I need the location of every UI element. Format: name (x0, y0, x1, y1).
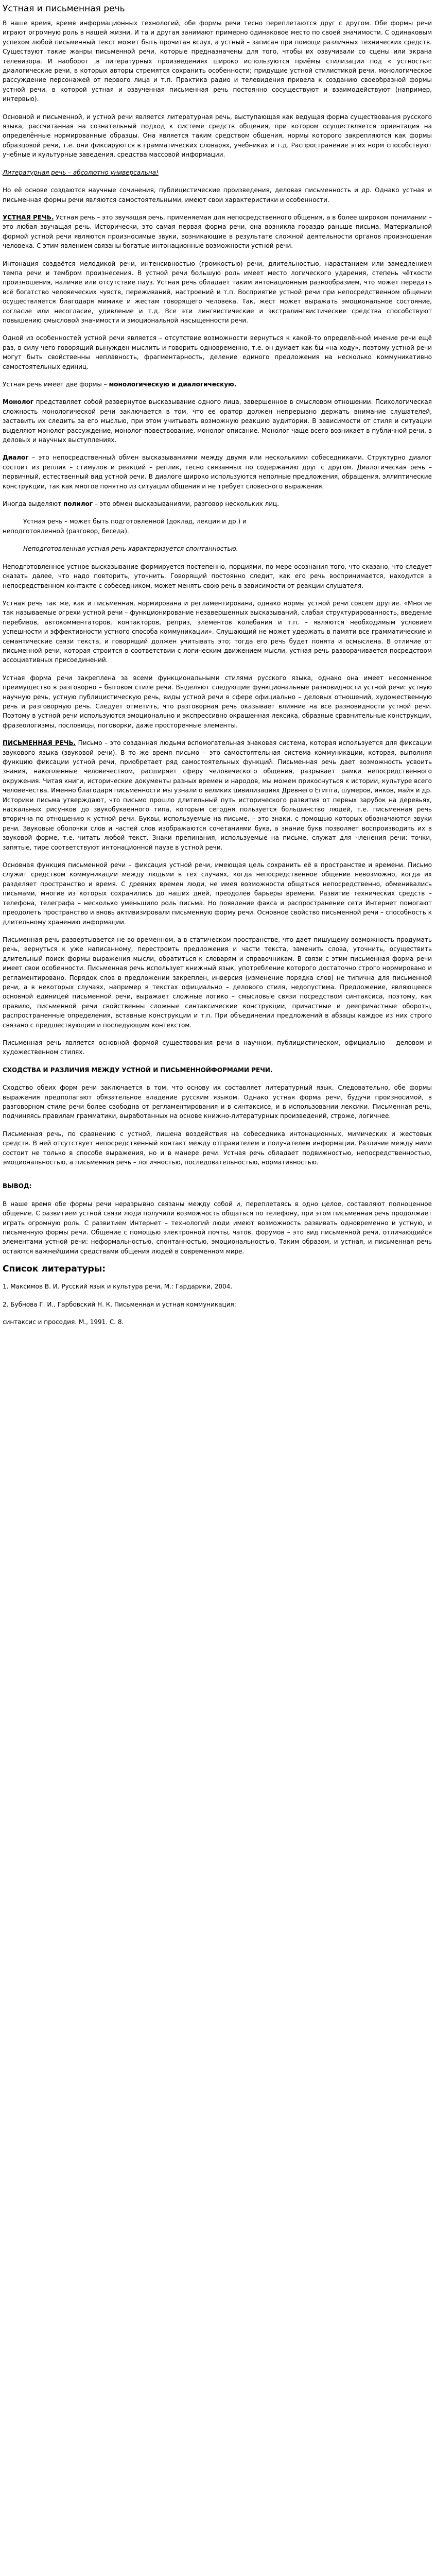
quote-text-1: Устная речь – может быть подготовленной (доклад, лекция и др.) и (23, 518, 247, 526)
oral-paragraph-5: Устная речь так же, как и письменная, нормирована и регламентирована, однако нормы устной речи совсем другие. «Многие так называемые огрехи устной речи – функционирование незавершенных высказываний, слабая структурированность, введение перебивов, автокомментаторов, контакторов, реприз, элементов колебания и т.п. – являются необходимым условием успешности и эффективности устного способа коммуникации». Слушающий не может удержать в памяти все грамматические и семантические связи текста, и говорящий должен учитывать это; тогда его речь будет понята и осмыслена. В отличие от письменной речи, которая строится в соответствии с логическим движением мысли, устная речь разворачивается посредством ассоциативных присоединений. (3, 599, 432, 664)
intro-paragraph-4: Но её основе создаются научные сочинения, публицистические произведения, деловая письменность и др. Однако устная и письменная формы речи являются самостоятельными, имеют свои характеристики и особенности. (3, 187, 432, 204)
intro-paragraph-1: В наше время, время информационных технологий, обе формы речи тесно переплетаются друг с другом. Обе формы речи играют огромную роль в нашей жизни. И та и другая занимают примерно одинаковое место по своей значимости. С одинаковым успехом любой письменный текст может быть прочитан вслух, а устный – записан при помощи различных технических средств. Существуют такие жанры письменной речи, которые предназначены для того, чтобы их озвучивали со сцены или экрана телевизора. И наоборот ,в литературных произведениях широко используются приёмы стилизации под « устность»: диалогические речи, в которых авторы стремятся сохранить особенности; придущие устной стилистикой речи, монологическое рассуждение персонажей от первого лица и т.п. Практика радио и телевидения привела к созданию своеобразной формы устной речи, в которой устная и озвученная письменная речь постоянно сосуществуют и взаимодействуют (например, интервью). (3, 20, 432, 103)
oral-paragraph-4: Неподготовленное устное высказывание формируется постепенно, порциями, по мере осознания того, что сказано, что следует сказать далее, что надо повторить, уточнить. Говорящий постоянно следит, как его речь воспринимается, находится в непосредственном контакте с собеседником, может менять свою речь в зависимости от реакции слушателя. (3, 563, 432, 589)
references-heading: Список литературы: (3, 1264, 106, 1275)
compare-paragraph-1: Сходство обеих форм речи заключается в том, что основу их составляет литературный язык. Следовательно, обе формы выражения предполагают обязательное владение русским языком. Однако устная форма речи, будучи произносимой, в разговорном стиле речи более свободна от регламентирования и в синтаксисе, и в использовании лексики. Письменная речь, подчиняясь правилам грамматики, выработанных на основе книжно-литературных произведений, строже, логичнее. (3, 1084, 432, 1120)
polylogue-paragraph (3, 499, 432, 509)
intro-section (3, 19, 432, 205)
written-paragraph-1: Письмо – это созданная людьми вспомогательная знаковая система, которая используется для фиксации звукового языка (звуковой речи). В то же время письмо – это самостоятельная система коммуникации, которая, выполняя функцию фиксации устной речи, приобретает ряд самостоятельных функций. Письменная речь дает возможность усвоить знания, накопленные человечеством, расширяет сферу человеческого общения, разрывает рамки непосредственного окружения. Читая книги, исторические документы разных времен и народов, мы можем прикоснуться к истории, культуре всего человечества. Именно благодаря письменности мы узнали о великих цивилизациях Древнего Египта, шумеров, инков, майя и др. Историки письма утверждают, что письмо прошло длительный путь исторического развития от первых зарубок на деревьях, наскальных рисунков до звукобуквенного типа, которым сегодня пользуется большинство людей, т.е. письменная речь вторична по отношению к устной речи. Буквы, используемые на письме, – это знаки, с помощью которых обозначаются звуки речи. Звуковые оболочки слов и частей слов изображаются сочетаниями букв, а знание букв позволяет воспроизводить их в звуковой форме, т.е. читать любой текст. Знаки препинания, используемые на письме, служат для членения речи: точки, запятые, тире соответствуют интонационной паузе в устной речи. (3, 739, 432, 851)
spontaneity-line (3, 544, 432, 553)
reference-item-3: синтаксис и просодия. М., 1991. С. 8. (3, 1318, 124, 1326)
oral-paragraph-3: Одной из особенностей устной речи является – отсутствие возможности вернуться к какой-то определённой мнение речи ещё раз, в силу чего говорящий вынужден мыслить и говорить одновременно, т.е. он думает как бы «на ходу», поэтому устной речи могут быть свойственны неплавность, фрагментарность, деление единого предложения на несколько коммуникативно самостоятельных единиц. (3, 334, 432, 370)
monologue-label: Монолог (3, 398, 34, 406)
oral-paragraph-6: Устная форма речи закреплена за всеми функциональными стилями русского языка, однако она имеет несомненное преимущество в разговорно – бытовом стиле речи. Выделяют следующие функциональные разновидности устной речи: устную научную речь, устную публицистическую речь, виды устной речи в сфере официально – деловых отношений, художественную речь и разговорную речь. Следует отметить, что разговорная речь оказывает влияние на все разновидности устной речи. Поэтому в устной речи используются эмоционально и экспрессивно окрашенная лексика, образные сравнительные конструкции, фразеологизмы, пословицы, поговорки, даже просторечные элементы. (3, 674, 432, 729)
spontaneity-text: Неподготовленная устная речь характеризуется спонтанностью. (23, 545, 238, 553)
compare-heading: СХОДСТВА И РАЗЛИЧИЯ МЕЖДУ УСТНОЙ И ПИСЬМЕННОЙФОРМАМИ РЕЧИ. (3, 1066, 273, 1074)
dialogue-label: Диалог (3, 454, 29, 462)
written-heading-line (3, 738, 432, 852)
oral-forms-intro: Устная речь имеет две формы – (3, 381, 107, 388)
conclusion-section (3, 1181, 432, 1256)
written-paragraph-3: Письменная речь развертывается не во временном, а в статическом пространстве, что дает пишущему возможность продумать речь, вернуться к уже написанному, перестроить предложения и части текста, заменить слова, уточнить, осуществить длительный поиск формы выражения мысли, обратиться к словарям и справочникам. В связи с этим письменная форма речи имеет свои особенности. Письменная речь использует книжный язык, употребление которого достаточно строго нормировано и регламентировано. Порядок слов в предложении закреплен, инверсия (изменение порядка слов) не типична для письменной речи, а в некоторых случаях, например в текстах официально – делового стиля, недопустима. Предложение, являющееся основной единицей письменной речи, выражает сложные логико – смысловые связи посредством синтаксиса, поэтому, как правило, письменной речи свойственны сложные синтаксические конструкции, причастные и деепричастные обороты, распространенные определения, вставные конструкции и т.п. При объединении предложений в абзацы каждое из них строго связано с предшествующим и последующим контекстом. (3, 936, 432, 1029)
oral-heading-line (3, 213, 432, 251)
oral-paragraph-2: Интонация создаётся мелодикой речи, интенсивностью (громкостью) речи, длительностью, нарастанием или замедлением темпа речи и тембром произнесения. В устной речи большую роль имеет место логического ударения, степень чёткости произношения, наличие или отсутствие пауз. Устная речь обладает таким интонационным разнообразием, что может передать всё богатство человеческих чувств, переживаний, настроений и т.п. Восприятие устной речи при непосредственном общении осуществляется благодаря мимике и жестам говорящего человека. Так, жест может выражать эмоциональное состояние, согласие или несогласие, удивление и т.д. Все эти лингвистические и экстралингвистические средства способствуют повышению смысловой значимости и эмоциональной насыщенности речи. (3, 260, 432, 324)
written-speech-section (3, 738, 432, 1167)
reference-item-1: 1. Максимов В. И. Русский язык и культура речи, М.: Гардарики, 2004. (3, 1283, 233, 1291)
page-title: Устная и письменная речь (3, 4, 125, 14)
intro-paragraph-3: Литературная речь – абсолютно универсальна! (3, 168, 159, 176)
intro-paragraph-2: Основной и письменной, и устной речи является литературная речь, выступающая как ведущая форма существования русского языка, рассчитанная на сознательный подход к системе средств общения, при котором осуществляется ориентация на определённые нормированные образцы. Она является таким средством общения, нормы которого закрепляются как формы образцовой речи, т.е. они фиксируются в грамматических словарях, учебниках и т.д. Распространение этих норм способствуют учебные и культурные заведения, средства массовой информации. (3, 113, 432, 159)
monologue-text: представляет собой развернутое высказывание одного лица, завершенное в смысловом отношении. Психологическая сложность монологической речи заключается в том, что ее оратор должен непрерывно держать внимание слушателей, заставить их следить за его мыслью, при этом учитывать возможную реакцию аудитории. В зависимости от стиля и ситуации выделяют монолог-рассуждение, монолог-повествование, монолог-описание. Монолог чаще всего возникает в публичной речи, в деловых и научных выступлениях. (3, 398, 432, 444)
monologue-paragraph (3, 397, 432, 445)
dialogue-text: – это непосредственный обмен высказываниями между двумя или несколькими собеседниками. Структурно диалог состоит из реплик – стимулов и реакций – реплик, тесно связанных по содержанию друг с другом. Диалогическая речь – первичный, естественный вид устной речи. В диалоге широко используются неполные предложения, обращения, эллиптические конструкции, так как многое понятно из ситуации общения и не требует словесного выражения. (3, 454, 432, 490)
written-paragraph-2: Основная функция письменной речи – фиксация устной речи, имеющая цель сохранить её в пространстве и времени. Письмо служит средством коммуникации между людьми в тех случаях, когда непосредственное общение невозможно, когда их разделяет пространство и время. С древних времен люди, не имея возможности общаться непосредственно, обменивались письмами, многие из которых сохранились до наших дней, преодолев барьеры времени. Развитие технических средств – телефона, телеграфа – несколько уменьшило роль письма. Но появление факса и распространение сети Интернет помогают преодолеть пространство и вновь активизировали письменную форму речи. Основное свойство письменной речи – способность к длительному хранению информации. (3, 861, 432, 926)
references-section (3, 1263, 432, 1327)
compare-paragraph-2: Письменная речь, по сравнению с устной, лишена воздействия на собеседника интонационных, мимических и жестовых средств. В ней отсутствует непосредственный контакт между отправителем и получателем информации. Различие между ними состоит не только в способе выражения, но и в манере речи. Устная речь обладает подвижностью, непосредственностью, эмоциональностью, а письменная речь – логичностью, последовательностью, нормативностью. (3, 1130, 432, 1166)
written-paragraph-4: Письменная речь является основной формой существования речи в научном, публицистическом, официально – деловом и художественном стилях. (3, 1039, 432, 1056)
oral-forms-label: монологическую и диалогическую. (109, 381, 237, 388)
oral-paragraph-1: Устная речь – это звучащая речь, применяемая для непосредственного общения, а в более широком понимании – это любая звучащая речь. Исторически, это самая первая форма речи, она возникла гораздо раньше письма. Материальной формой устной речи являются произносимые звуки, возникающие в результате сложной деятельности органов произношения человека. С этим явлением связаны богатые интонационные возможности устной речи. (3, 213, 432, 250)
conclusion-heading: ВЫВОД: (3, 1182, 32, 1190)
oral-heading: УСТНАЯ РЕЧЬ. (3, 213, 54, 221)
conclusion-text: В наше время обе формы речи неразрывно связаны между собой и, переплетаясь в одно целое, составляют полноценное общение. С развитием устной связи люди получили возможность общаться по телефону, при этом письменная речь продолжает играть огромную роль. С развитием Интернет – технологий люди имеют возможность развивать одновременно и устную, и письменную формы речи. Общение с помощью электронной почты, чатов, форумов – это вид письменной речи, отличающийся элементами устной речи: неформальностью, спонтанностью, эмоциональностью. Таким образом, и устная, и письменная речь остаются важнейшими средствами общения людей в современном мире. (3, 1200, 432, 1255)
polylogue-intro: Иногда выделяют (3, 500, 62, 508)
written-heading: ПИСЬМЕННАЯ РЕЧЬ. (3, 739, 76, 747)
polylogue-label: полилог (63, 500, 93, 508)
oral-forms-line (3, 380, 432, 389)
dialogue-paragraph (3, 453, 432, 491)
quote-line-2: неподготовленной (разговор, беседа). (3, 527, 129, 535)
quote-line-1 (3, 517, 432, 526)
oral-speech-section (3, 213, 432, 730)
reference-item-2: 2. Бубнова Г. И., Гарбовский Н. К. Письменная и устная коммуникация: (3, 1300, 236, 1308)
polylogue-text: – это обмен высказываниями, разговор нескольких лиц. (93, 500, 280, 508)
